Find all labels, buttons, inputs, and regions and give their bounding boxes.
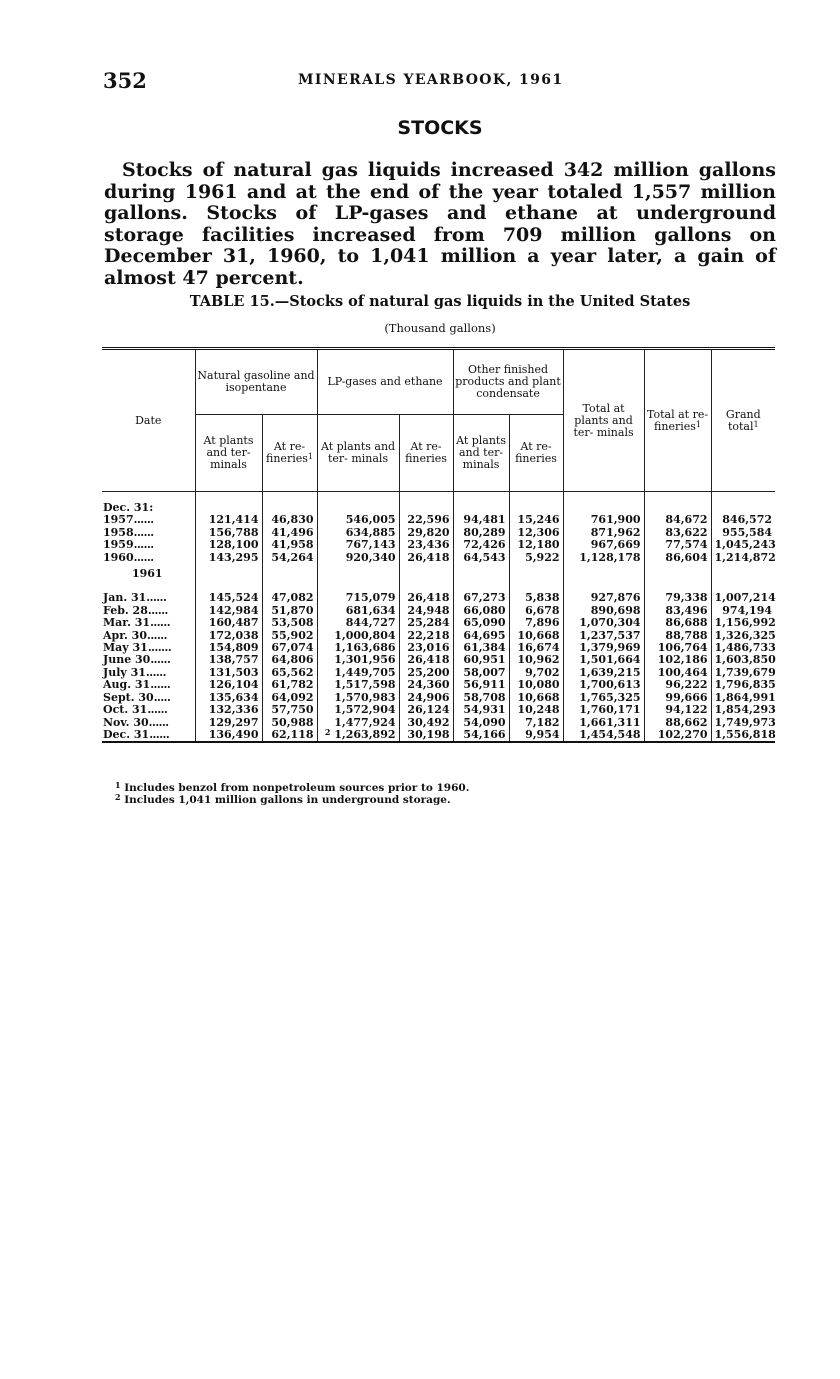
cell-value: 86,688 [665, 616, 708, 630]
leader-dots: ...... [149, 727, 170, 741]
cell-c5 [453, 729, 509, 742]
row-date-label: Mar. 31 [103, 616, 151, 630]
cell-value: 967,669 [590, 538, 641, 552]
cell-value: 955,584 [722, 525, 773, 539]
cell-value: 1,163,686 [334, 641, 396, 655]
cell-value: 154,809 [208, 641, 259, 655]
cell-value: 24,906 [407, 690, 450, 704]
cell-value: 88,788 [665, 628, 708, 642]
cell-value: 102,270 [657, 727, 708, 741]
cell-c6 [509, 552, 563, 564]
cell-value: 1,237,537 [579, 628, 641, 642]
cell-value: 143,295 [208, 550, 259, 564]
empty-cell [644, 564, 711, 592]
cell-value: 142,984 [208, 603, 259, 617]
row-date-label: 1959 [103, 538, 134, 552]
cell-value: 54,931 [463, 703, 506, 717]
cell-value: 1,045,243 [714, 538, 776, 552]
cell-value: 99,666 [665, 690, 708, 704]
leader-dots: ...... [145, 665, 166, 679]
cell-value: 55,902 [271, 628, 314, 642]
cell-value: 1,700,613 [579, 678, 641, 692]
leader-dots: ...... [150, 616, 171, 630]
cell-value: 15,246 [517, 513, 560, 527]
footnote-ref: 1 [307, 452, 313, 461]
cell-c6 [509, 729, 563, 742]
cell-value: 1,854,293 [714, 703, 776, 717]
cell-value: 30,492 [407, 715, 450, 729]
leader-dots: ...... [150, 653, 171, 667]
cell-value: 23,436 [407, 538, 450, 552]
cell-value: 129,297 [208, 715, 259, 729]
cell-value: 65,090 [463, 616, 506, 630]
row-date-label: 1957 [103, 513, 134, 527]
cell-value: 1,639,215 [579, 665, 641, 679]
cell-value: 1,796,835 [714, 678, 776, 692]
cell-value: 96,222 [665, 678, 708, 692]
row-date-label: Jan. 31 [103, 591, 147, 605]
footnote-text: Includes 1,041 million gallons in underground storage. [124, 794, 451, 806]
cell-value: 1,749,973 [714, 715, 776, 729]
running-head [103, 68, 775, 94]
cell-c9 [711, 729, 775, 742]
cell-value: 41,958 [271, 538, 314, 552]
cell-value: 83,496 [665, 603, 708, 617]
table-title: TABLE 15.—Stocks of natural gas liquids in the United States [189, 293, 691, 310]
row-date-label: Aug. 31 [103, 678, 151, 692]
leader-dots: ...... [146, 628, 167, 642]
cell-value: 102,186 [657, 653, 708, 667]
cell-value: 10,668 [517, 690, 560, 704]
footnote-2 [115, 794, 469, 806]
table-row [102, 552, 775, 564]
other-finished-header: Other finished products and plant condensate [453, 349, 563, 415]
running-title: MINERALS YEARBOOK, 1961 [298, 72, 564, 88]
cell-value: 61,384 [463, 641, 506, 655]
cell-value: 51,870 [271, 603, 314, 617]
cell-value: 1,214,872 [714, 550, 776, 564]
cell-value: 7,896 [525, 616, 560, 630]
cell-value: 1,661,311 [579, 715, 641, 729]
cell-c5 [453, 552, 509, 564]
cell-value: 1,326,325 [714, 628, 776, 642]
row-date-label: Feb. 28 [103, 603, 148, 617]
table-body [102, 492, 775, 743]
cell-value: 5,838 [525, 591, 560, 605]
cell-value: 46,830 [271, 513, 314, 527]
grand-total-label: Grand total [725, 407, 761, 433]
cell-c3 [317, 552, 399, 564]
cell-value: 72,426 [463, 538, 506, 552]
natural-gasoline-header: Natural gasoline and isopentane [195, 349, 317, 415]
cell-value: 24,948 [407, 603, 450, 617]
cell-value: 58,007 [463, 665, 506, 679]
cell-value: 1,501,664 [579, 653, 641, 667]
cell-value: 54,166 [463, 727, 506, 741]
cell-value: 1,263,892 [334, 727, 396, 741]
cell-value: 12,306 [517, 525, 560, 539]
cell-value: 47,082 [271, 591, 314, 605]
cell-value: 131,503 [208, 665, 259, 679]
cell-c1 [195, 729, 262, 742]
cell-value: 1,765,325 [579, 690, 641, 704]
leader-dots: ...... [147, 603, 168, 617]
lp-at-plants-header: At plants and ter- minals [317, 415, 399, 492]
cell-value: 138,757 [208, 653, 259, 667]
cell-value: 132,336 [208, 703, 259, 717]
cell-value: 974,194 [722, 603, 773, 617]
cell-value: 64,092 [271, 690, 314, 704]
cell-value: 54,090 [463, 715, 506, 729]
spacer-row [102, 492, 775, 503]
cell-value: 57,750 [271, 703, 314, 717]
cell-value: 67,074 [271, 641, 314, 655]
cell-value: 66,080 [463, 603, 506, 617]
cell-value: 64,543 [463, 550, 506, 564]
cell-value: 1,570,983 [334, 690, 396, 704]
cell-value: 681,634 [345, 603, 396, 617]
footnotes [115, 782, 469, 806]
ng-at-refineries-header [262, 415, 317, 492]
lp-at-refineries-header: At re- fineries [399, 415, 453, 492]
total-refineries-label: Total at re- fineries [647, 407, 709, 433]
stocks-table [102, 347, 775, 743]
cell-value: 920,340 [345, 550, 396, 564]
cell-value: 172,038 [208, 628, 259, 642]
lp-gases-header: LP-gases and ethane [317, 349, 453, 415]
cell-value: 58,708 [463, 690, 506, 704]
cell-value: 715,079 [345, 591, 396, 605]
empty-cell [317, 564, 399, 592]
intro-paragraph: Stocks of natural gas liquids increased 342 million gallons during 1961 and at the end of the year totaled 1,557 million gallons. Stocks of LP-gases and ethane at underground storage facilities increased from 709 million gallons on December 31, 1960, to 1,041 million a year later, a gain of almost 47 percent. [104, 159, 776, 289]
cell-value: 1,454,548 [579, 727, 641, 741]
cell-value: 60,951 [463, 653, 506, 667]
table-unit: (Thousand gallons) [384, 321, 496, 335]
cell-value: 1,449,705 [334, 665, 396, 679]
cell-value: 61,782 [271, 678, 314, 692]
year-label: 1961 [131, 567, 163, 581]
row-date-label: Nov. 30 [103, 715, 149, 729]
cell-value: 1,556,818 [714, 727, 776, 741]
empty-cell [509, 564, 563, 592]
cell-value: 26,418 [407, 653, 450, 667]
cell-value: 1,379,969 [579, 641, 641, 655]
row-date [102, 552, 195, 564]
cell-value: 26,418 [407, 591, 450, 605]
of-at-plants-header: At plants and ter- minals [453, 415, 509, 492]
cell-value: 10,080 [517, 678, 560, 692]
cell-c4 [399, 552, 453, 564]
row-date-label: June 30 [103, 653, 151, 667]
cell-value: 546,005 [345, 513, 396, 527]
row-date-label: Oct. 31 [103, 703, 148, 717]
cell-c3 [317, 726, 399, 742]
cell-value: 844,727 [345, 616, 396, 630]
cell-value: 100,464 [657, 665, 708, 679]
year-row [102, 564, 775, 592]
cell-value: 136,490 [208, 727, 259, 741]
cell-value: 29,820 [407, 525, 450, 539]
cell-value: 65,562 [271, 665, 314, 679]
cell-value: 53,508 [271, 616, 314, 630]
leader-dots: ....... [147, 641, 172, 655]
cell-value: 145,524 [208, 591, 259, 605]
cell-value: 1,007,214 [714, 591, 776, 605]
ng-at-refineries-label: At re- fineries [266, 440, 308, 465]
leader-dots: ...... [148, 715, 169, 729]
cell-c7 [563, 552, 644, 564]
cell-value: 1,070,304 [579, 616, 641, 630]
cell-value: 26,124 [407, 703, 450, 717]
ng-at-plants-header: At plants and ter- minals [195, 415, 262, 492]
footnote-mark: 2 [115, 792, 121, 802]
row-date-label: Dec. 31 [103, 727, 150, 741]
cell-value: 94,122 [665, 703, 708, 717]
footnote-ref: 1 [695, 419, 702, 429]
leader-dots: ...... [146, 591, 167, 605]
cell-value: 1,760,171 [579, 703, 641, 717]
cell-value: 135,634 [208, 690, 259, 704]
cell-value: 106,764 [657, 641, 708, 655]
table-row [102, 729, 775, 742]
empty-cell [262, 564, 317, 592]
row-date-label: Sept. 30 [103, 690, 154, 704]
cell-c7 [563, 729, 644, 742]
cell-value: 64,695 [463, 628, 506, 642]
cell-value: 634,885 [345, 525, 396, 539]
cell-value: 16,674 [517, 641, 560, 655]
cell-value: 22,218 [407, 628, 450, 642]
cell-value: 22,596 [407, 513, 450, 527]
cell-value: 1,128,178 [579, 550, 641, 564]
cell-value: 26,418 [407, 550, 450, 564]
cell-value: 24,360 [407, 678, 450, 692]
cell-value: 761,900 [590, 513, 641, 527]
row-date-label: 1958 [103, 525, 134, 539]
cell-value: 128,100 [208, 538, 259, 552]
cell-value: 1,301,956 [334, 653, 396, 667]
of-at-refineries-header: At re- fineries [509, 415, 563, 492]
total-refineries-header [644, 349, 711, 492]
leader-dots: ...... [147, 703, 168, 717]
cell-value: 54,264 [271, 550, 314, 564]
cell-value: 1,517,598 [334, 678, 396, 692]
cell-value: 1,603,850 [714, 653, 776, 667]
row-date [102, 729, 195, 742]
leader-dots: ...... [133, 513, 154, 527]
footnote-text: Includes benzol from nonpetroleum sources prior to 1960. [124, 782, 470, 794]
row-date-label: Apr. 30 [103, 628, 147, 642]
cell-value: 64,806 [271, 653, 314, 667]
cell-c4 [399, 729, 453, 742]
leader-dots: ..... [153, 690, 171, 704]
row-date-label: 1960 [103, 550, 134, 564]
row-date-label: July 31 [103, 665, 146, 679]
cell-value: 846,572 [722, 513, 773, 527]
cell-value: 871,962 [590, 525, 641, 539]
cell-value: 41,496 [271, 525, 314, 539]
total-plants-header: Total at plants and ter- minals [563, 349, 644, 492]
leader-dots: ...... [150, 678, 171, 692]
cell-value: 62,118 [271, 727, 314, 741]
footnote-ref: 2 [324, 726, 331, 737]
cell-c8 [644, 552, 711, 564]
footnote-ref: 1 [753, 419, 759, 429]
cell-c1 [195, 552, 262, 564]
footnote-mark: 1 [115, 780, 121, 790]
leader-dots: ...... [133, 525, 154, 539]
cell-c8 [644, 729, 711, 742]
cell-value: 1,000,804 [334, 628, 396, 642]
cell-value: 767,143 [345, 538, 396, 552]
cell-value: 160,487 [208, 616, 259, 630]
cell-value: 6,678 [525, 603, 560, 617]
empty-cell [563, 564, 644, 592]
empty-cell [711, 564, 775, 592]
cell-value: 23,016 [407, 641, 450, 655]
cell-value: 7,182 [525, 715, 560, 729]
cell-value: 121,414 [208, 513, 259, 527]
cell-value: 84,672 [665, 513, 708, 527]
section-title: STOCKS [397, 117, 483, 139]
row-date-label: May 31 [103, 641, 148, 655]
footnote-1 [115, 782, 469, 794]
cell-value: 10,668 [517, 628, 560, 642]
cell-value: 88,662 [665, 715, 708, 729]
cell-c2 [262, 729, 317, 742]
cell-value: 9,702 [525, 665, 560, 679]
cell-value: 156,788 [208, 525, 259, 539]
cell-value: 126,104 [208, 678, 259, 692]
cell-value: 1,477,924 [334, 715, 396, 729]
cell-value: 1,739,679 [714, 665, 776, 679]
cell-value: 67,273 [463, 591, 506, 605]
empty-cell [399, 564, 453, 592]
page-number: 352 [103, 68, 147, 93]
cell-value: 1,572,904 [334, 703, 396, 717]
cell-value: 1,156,992 [714, 616, 776, 630]
cell-value: 890,698 [590, 603, 641, 617]
empty-cell [453, 564, 509, 592]
cell-value: 79,338 [665, 591, 708, 605]
cell-value: 1,486,733 [714, 641, 776, 655]
cell-value: 94,481 [463, 513, 506, 527]
cell-value: 86,604 [665, 550, 708, 564]
cell-value: 50,988 [271, 715, 314, 729]
cell-value: 927,876 [590, 591, 641, 605]
cell-value: 80,289 [463, 525, 506, 539]
cell-value: 10,962 [517, 653, 560, 667]
cell-value: 83,622 [665, 525, 708, 539]
cell-value: 56,911 [463, 678, 506, 692]
cell-value: 10,248 [517, 703, 560, 717]
cell-c2 [262, 552, 317, 564]
cell-value: 9,954 [525, 727, 560, 741]
cell-value: 77,574 [665, 538, 708, 552]
cell-c9 [711, 552, 775, 564]
cell-value: 30,198 [407, 727, 450, 741]
date-column-header: Date [102, 349, 195, 492]
cell-value: 12,180 [517, 538, 560, 552]
group-label: Dec. 31: [103, 501, 154, 514]
cell-value: 1,864,991 [714, 690, 776, 704]
grand-total-header [711, 349, 775, 492]
cell-value: 5,922 [525, 550, 560, 564]
cell-value: 25,284 [407, 616, 450, 630]
empty-cell [195, 564, 262, 592]
cell-value: 25,200 [407, 665, 450, 679]
leader-dots: ...... [133, 538, 154, 552]
leader-dots: ...... [133, 550, 154, 564]
